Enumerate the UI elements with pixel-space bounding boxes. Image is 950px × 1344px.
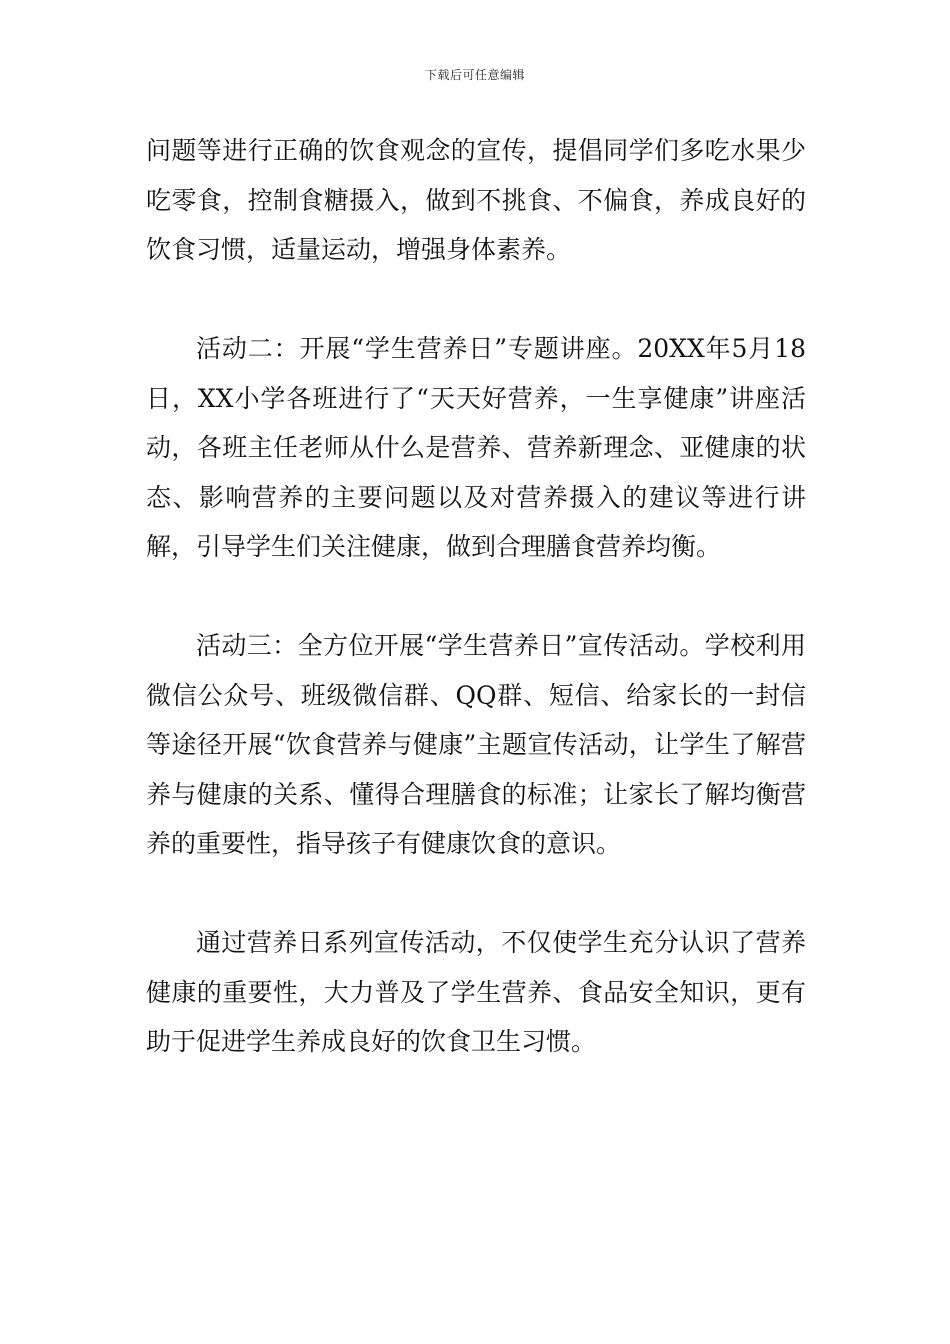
paragraph-continuation: 问题等进行正确的饮食观念的宣传，提倡同学们多吃水果少吃零食，控制食糖摄入，做到不挑食、不偏食，养成良好的饮食习惯，适量运动，增强身体素养。 [146, 136, 806, 264]
paragraph-conclusion: 通过营养日系列宣传活动，不仅使学生充分认识了营养健康的重要性，大力普及了学生营养、食品安全知识，更有助于促进学生养成良好的饮食卫生习惯。 [146, 928, 806, 1056]
header-note: 下载后可任意编辑 [424, 68, 525, 82]
document-body [146, 126, 806, 1067]
paragraph-activity-two: 活动二：开展“学生营养日”专题讲座。20XX年5月18日，XX小学各班进行了“天天好营养，一生享健康”讲座活动，各班主任老师从什么是营养、营养新理念、亚健康的状态、影响营养的主要问题以及对营养摄入的建议等进行讲解，引导学生们关注健康，做到合理膳食营养均衡。 [146, 334, 806, 561]
paragraph-activity-three: 活动三：全方位开展“学生营养日”宣传活动。学校利用微信公众号、班级微信群、QQ群、短信、给家长的一封信等途径开展“饮食营养与健康”主题宣传活动，让学生了解营养与健康的关系、懂得合理膳食的标准；让家长了解均衡营养的重要性，指导孩子有健康饮食的意识。 [146, 631, 806, 858]
